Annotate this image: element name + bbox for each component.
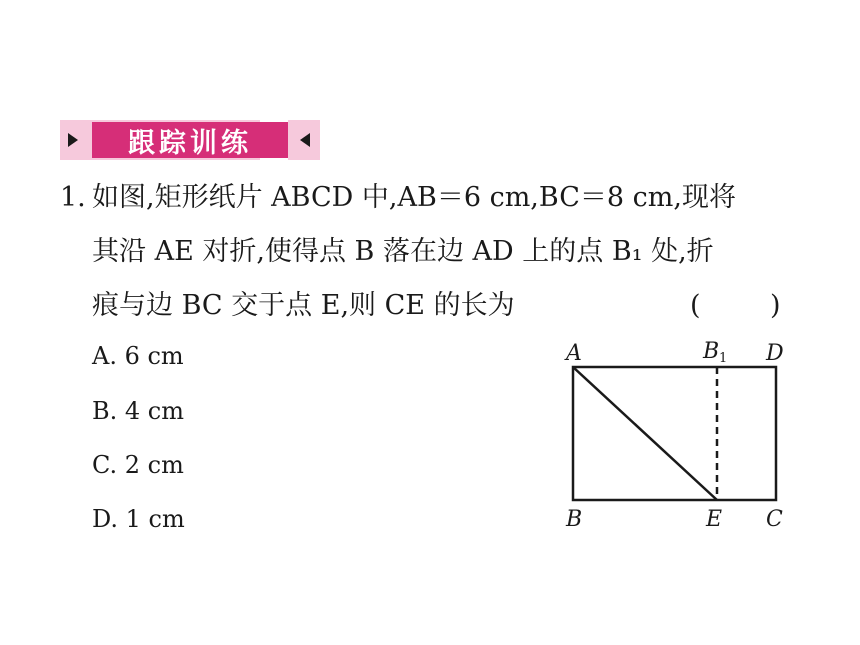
answer-paren-open: (	[690, 290, 701, 321]
option-b: B. 4 cm	[92, 397, 184, 425]
label-b1-subscript: 1	[719, 351, 728, 366]
label-b: B	[566, 507, 583, 532]
fold-line-ae	[573, 367, 717, 500]
label-e: E	[706, 507, 723, 532]
section-title: 跟踪训练	[92, 122, 288, 158]
option-a: A. 6 cm	[92, 342, 184, 370]
label-c: C	[766, 507, 783, 532]
option-c: C. 2 cm	[92, 451, 184, 479]
question-text-line-2: 其沿 AE 对折,使得点 B 落在边 AD 上的点 B₁ 处,折	[92, 236, 714, 267]
label-d: D	[766, 341, 784, 366]
question-text-line-3: 痕与边 BC 交于点 E,则 CE 的长为	[92, 290, 515, 321]
label-b1: B	[703, 339, 720, 364]
question-text-line-1: 如图,矩形纸片 ABCD 中,AB＝6 cm,BC＝8 cm,现将	[92, 182, 736, 213]
rectangle-abcd	[573, 367, 776, 500]
question-number: 1.	[60, 182, 86, 213]
option-d: D. 1 cm	[92, 505, 185, 533]
answer-paren-close: )	[770, 290, 781, 321]
label-a: A	[566, 341, 582, 366]
